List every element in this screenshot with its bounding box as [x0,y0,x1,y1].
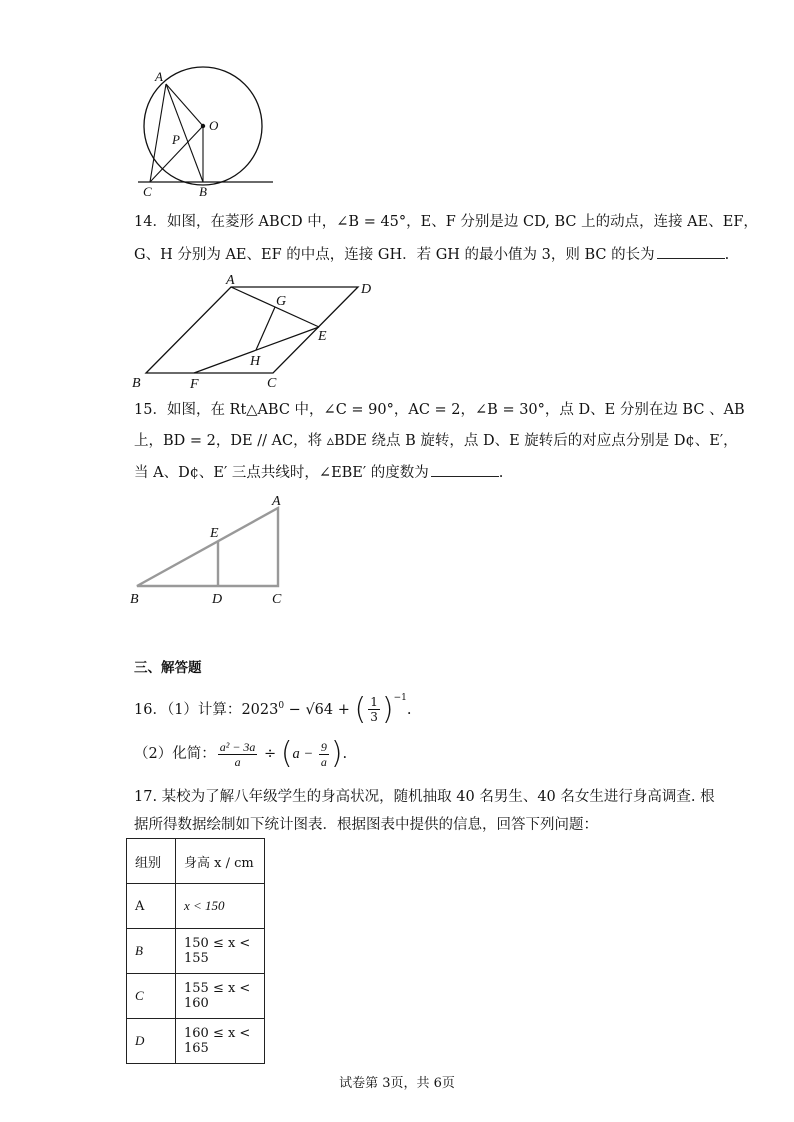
answer-blank-15[interactable] [431,464,499,477]
q17-line1: 17. 某校为了解八年级学生的身高状况，随机抽取 40 名男生、40 名女生进行身高调查. 根 [134,789,715,805]
q15-line1: 15．如图，在 Rt△ABC 中，∠C = 90°，AC = 2，∠B = 30°，点 D、E 分别在边 BC 、AB [134,402,745,418]
q16-part2 [134,734,347,774]
label-f: F [190,377,199,392]
section-heading: 三、解答题 [134,660,202,676]
q15-period: . [498,465,504,481]
frac-den: a [234,754,241,769]
label-b: B [132,376,141,391]
q15-line2: 上，BD = 2，DE // AC，将 ▵BDE 绕点 B 旋转，点 D、E 旋转后的对应点分别是 D¢、E′， [134,433,738,449]
table-row [127,1019,265,1064]
label-d: D [361,282,372,297]
label-c: C [143,184,152,198]
label-b: B [130,592,139,607]
q16-p2-prefix: （2）化简： [134,746,216,762]
q16-p2-end: . [342,746,348,762]
label-c: C [267,376,277,391]
q16-p1-end: . [406,701,412,718]
label-a: A [155,69,163,84]
q16-p1-exp0: 0 [278,701,285,711]
q14-line2 [134,246,729,264]
left-paren: ( [354,691,367,727]
cell-range: 160 ≤ x < 165 [176,1019,265,1064]
label-p: P [172,132,180,147]
frac-num: a² − 3a [219,739,256,754]
frac-num: 1 [370,695,378,710]
label-d: D [212,592,223,607]
cell-range: x < 150 [176,884,265,929]
segment-gh [256,307,275,350]
fraction-nine-over-a [319,740,329,769]
q16-p1-base: 2023 [241,701,279,718]
frac-num: 9 [320,739,327,754]
cell-range: 155 ≤ x < 160 [176,974,265,1019]
cell-group: A [127,884,176,929]
cell-range: 150 ≤ x < 155 [176,929,265,974]
segment-ao [166,84,203,126]
frac-den: 3 [370,710,378,725]
triangle-abc [137,508,278,586]
header-height: 身高 x / cm [176,839,265,884]
q16-p1-minus: − √64 + [284,701,355,718]
label-c: C [272,592,282,607]
height-table [126,838,265,1064]
cell-group: C [127,974,176,1019]
q15-line3 [134,464,503,482]
q14-line2-text: G、H 分别为 AE、EF 的中点，连接 GH．若 GH 的最小值为 3，则 BC 的长为 [134,247,655,263]
right-paren: ) [381,691,394,727]
header-group: 组别 [127,839,176,884]
left-paren: ( [280,736,293,771]
right-paren: ) [330,736,343,771]
table-row [127,929,265,974]
q16-part1 [134,688,411,728]
table-row [127,884,265,929]
frac-den: a [320,754,327,769]
label-a: A [226,273,235,288]
q14-period: . [724,247,730,263]
q17-line2: 据所得数据绘制如下统计图表．根据图表中提供的信息，回答下列问题： [134,817,598,833]
q16-p1-prefix: 16．（1）计算： [134,701,242,718]
label-o: O [209,118,219,133]
page-footer: 试卷第 3页，共 6页 [339,1076,455,1091]
table-row [127,974,265,1019]
rhombus-figure [128,272,383,394]
fraction-expression [218,740,258,769]
q16-p1-exp: −1 [393,693,407,703]
label-g: G [276,294,287,309]
q14-line1: 14．如图，在菱形 ABCD 中，∠B = 45°，E、F 分别是边 CD, BC 上的动点，连接 AE、EF， [134,214,758,230]
cell-group: B [127,929,176,974]
label-a: A [272,494,281,509]
q15-line3-text: 当 A、D¢、E′ 三点共线时，∠EBE′ 的度数为 [134,465,429,481]
label-e: E [210,526,219,541]
fraction-one-third [368,695,380,724]
q16-p2-inner: a − [292,746,317,762]
q16-p2-div: ÷ [259,746,281,762]
circle-figure [130,66,290,198]
answer-blank-14[interactable] [657,246,725,259]
table-header-row [127,839,265,884]
cell-group: D [127,1019,176,1064]
triangle-figure [125,490,295,610]
label-h: H [250,354,261,369]
label-e: E [318,329,327,344]
label-b: B [199,184,207,198]
center-dot [201,124,205,128]
